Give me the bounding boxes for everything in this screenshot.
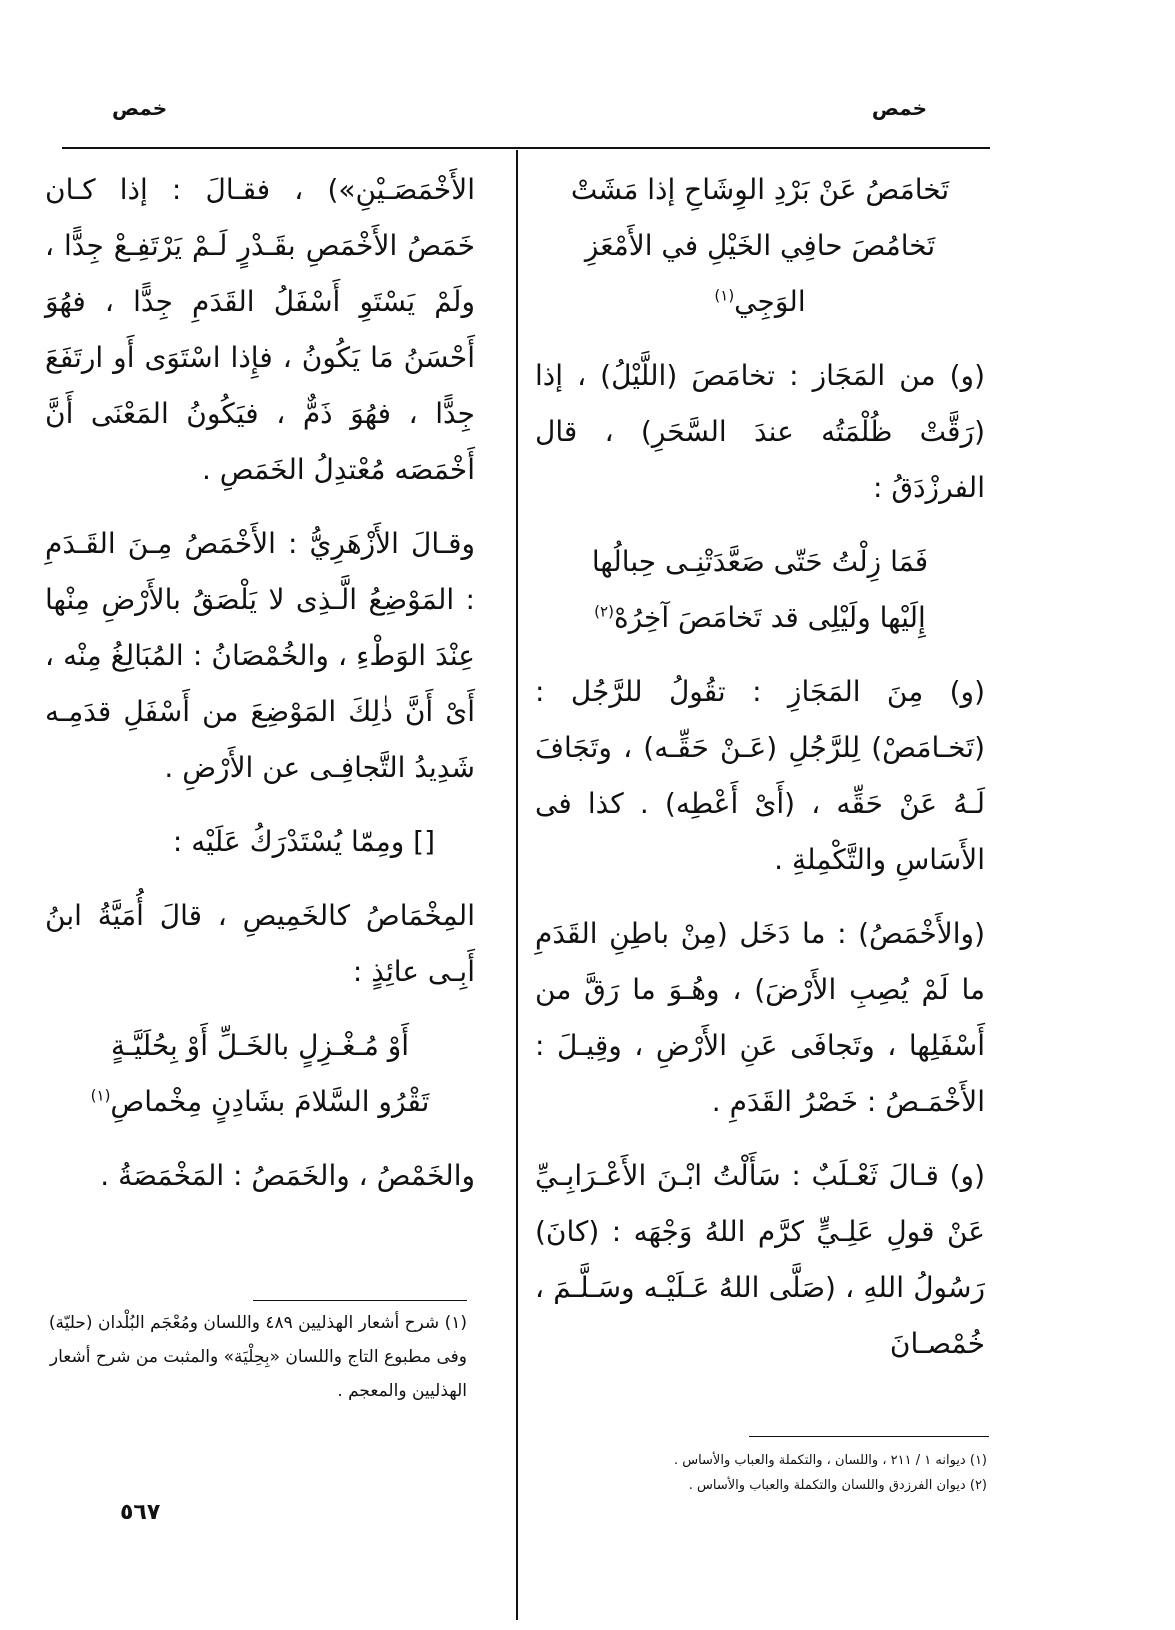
verse-block xyxy=(45,1018,475,1130)
verse-line: فَمَا زِلْتُ حَتّى صَعَّدَتْنِـى حِبالُها xyxy=(591,545,929,578)
footnote-rule-left xyxy=(253,1300,467,1301)
footnotes-left xyxy=(47,1306,467,1408)
verse-line-text: تَقْرُو السَّلامَ بشَادِنٍ مِخْماصِ xyxy=(110,1085,430,1118)
verse-block xyxy=(535,534,985,646)
page-number: ٥٦٧ xyxy=(120,1500,161,1525)
footnote: (٢) ديوان الفرزدق واللسان والتكملة والعباب والأساس . xyxy=(688,1478,987,1493)
footnote-marker: (١) xyxy=(714,286,735,305)
running-head-right: خمص xyxy=(871,96,927,120)
footnote-marker: (٢) xyxy=(594,602,614,621)
paragraph: الأَخْمَصَـيْنِ») ، فقـالَ : إذا كـان خَمَصُ الأَخْمَصِ بقَـدْرٍ لَـمْ يَرْتَفِـعْ جِدًّا ، ولَمْ يَسْتَوِ أَسْفَلُ القَدَمِ جِدًّا ، فهُوَ أَحْسَنُ مَا يَكُونُ ، فإِذا اسْتَوَى أَو ارتَفَعَ جِدًّا ، فهُوَ ذَمٌّ ، فيَكُونُ المَعْنَى أَنَّ أَخْمَصَه مُعْتدِلُ الخَمَصِ . xyxy=(45,173,475,486)
paragraph: (و) من المَجَاز : تخامَصَ (اللَّيْلُ) ، إذا (رَقَّتْ ظُلْمَتُه عندَ السَّحَرِ) ، قال الفرزْدَقُ : xyxy=(535,359,985,504)
verse-line xyxy=(45,1074,475,1130)
paragraph: وقـالَ الأَزْهَرِيُّ : الأَخْمَصُ مِـنَ القَـدَمِ : المَوْضِعُ الَّـذِى لا يَلْصَقُ بالأَرْضِ مِنْها عِنْدَ الوَطْءِ ، والخُمْصَانُ : المُبَالِغُ مِنْه ، أَىْ أَنَّ ذٰلِكَ المَوْضِعَ من أَسْفَلِ قدَمِـه شَدِيدُ التَّجافِـى عن الأَرْضِ . xyxy=(45,527,475,784)
column-divider xyxy=(516,150,518,1620)
section-subhead: [] ومِمّا يُسْتَدْرَكُ عَلَيْه : xyxy=(172,825,435,858)
footnote-marker: (١) xyxy=(90,1086,111,1105)
paragraph: والخَمْصُ ، والخَمَصُ : المَخْمَصَةُ . xyxy=(100,1159,475,1192)
footnote-rule-right xyxy=(749,1436,989,1437)
verse-line xyxy=(535,218,985,330)
verse-block xyxy=(535,162,985,330)
footnotes-right xyxy=(527,1448,987,1498)
left-column xyxy=(45,162,475,1222)
running-head-left: خمص xyxy=(112,96,168,120)
verse-line xyxy=(535,590,985,646)
verse-line: أَوْ مُـغْـزِلٍ بالخَـلِّ أَوْ بِحُلَيَّـةٍ xyxy=(110,1029,410,1062)
verse-line: تَخامَصُ عَنْ بَرْدِ الوِشَاحِ إذا مَشَتْ xyxy=(570,173,950,206)
header-rule xyxy=(62,147,990,149)
paragraph: (والأَخْمَصُ) : ما دَخَل (مِنْ باطِنِ القَدَمِ ما لَمْ يُصِبِ الأَرْضَ) ، وهُـوَ ما رَقَّ من أَسْفَلِها ، وتَجافَى عَنِ الأَرْضِ ، وقِيـلَ : الأَخْمَـصُ : خَصْرُ القَدَمِ . xyxy=(535,917,985,1118)
paragraph: المِخْمَاصُ كالخَمِيصِ ، قالَ أُمَيَّةُ ابنُ أَبِـى عائِذٍ : xyxy=(45,899,475,988)
footnote: (١) ديوانه ١ / ٢١١ ، واللسان ، والتكملة والعباب والأساس . xyxy=(673,1453,987,1468)
paragraph: (و) قـالَ ثَعْـلَبٌ : سَأَلْتُ ابْـنَ الأَعْـرَابِـيِّ عَنْ قولِ عَلِـيٍّ كرَّم اللهُ وَجْهَه : (كانَ) رَسُولُ اللهِ ، (صَلَّى اللهُ عَـلَيْـه وسَـلَّـمَ ، خُمْصـانَ xyxy=(535,1159,985,1360)
paragraph: (و) مِنَ المَجَازِ : تقُولُ للرَّجُل : (تَخـامَصْ) لِلرَّجُلِ (عَـنْ حَقِّـه) ، وتَجَافَ لَـهُ عَنْ حَقِّه ، (أَىْ أَعْطِه) . كذا فى الأَسَاسِ والتَّكْمِلةِ . xyxy=(535,675,985,876)
verse-line-text: تَخامُصَ حافِي الخَيْلِ في الأَمْعَزِ الوَجِي xyxy=(584,229,936,318)
footnote: (١) شرح أشعار الهذليين ٤٨٩ واللسان ومُعْجَم البُلْدان (حليّة) وفى مطبوع التاج واللسان «بِحِلْيَة» والمثبت من شرح أشعار الهذليين والمعجم . xyxy=(48,1313,467,1401)
right-column xyxy=(535,162,985,1390)
verse-line-text: إِلَيْها ولَيْلِى قد تَخامَصَ آخِرُهْ xyxy=(613,601,926,634)
